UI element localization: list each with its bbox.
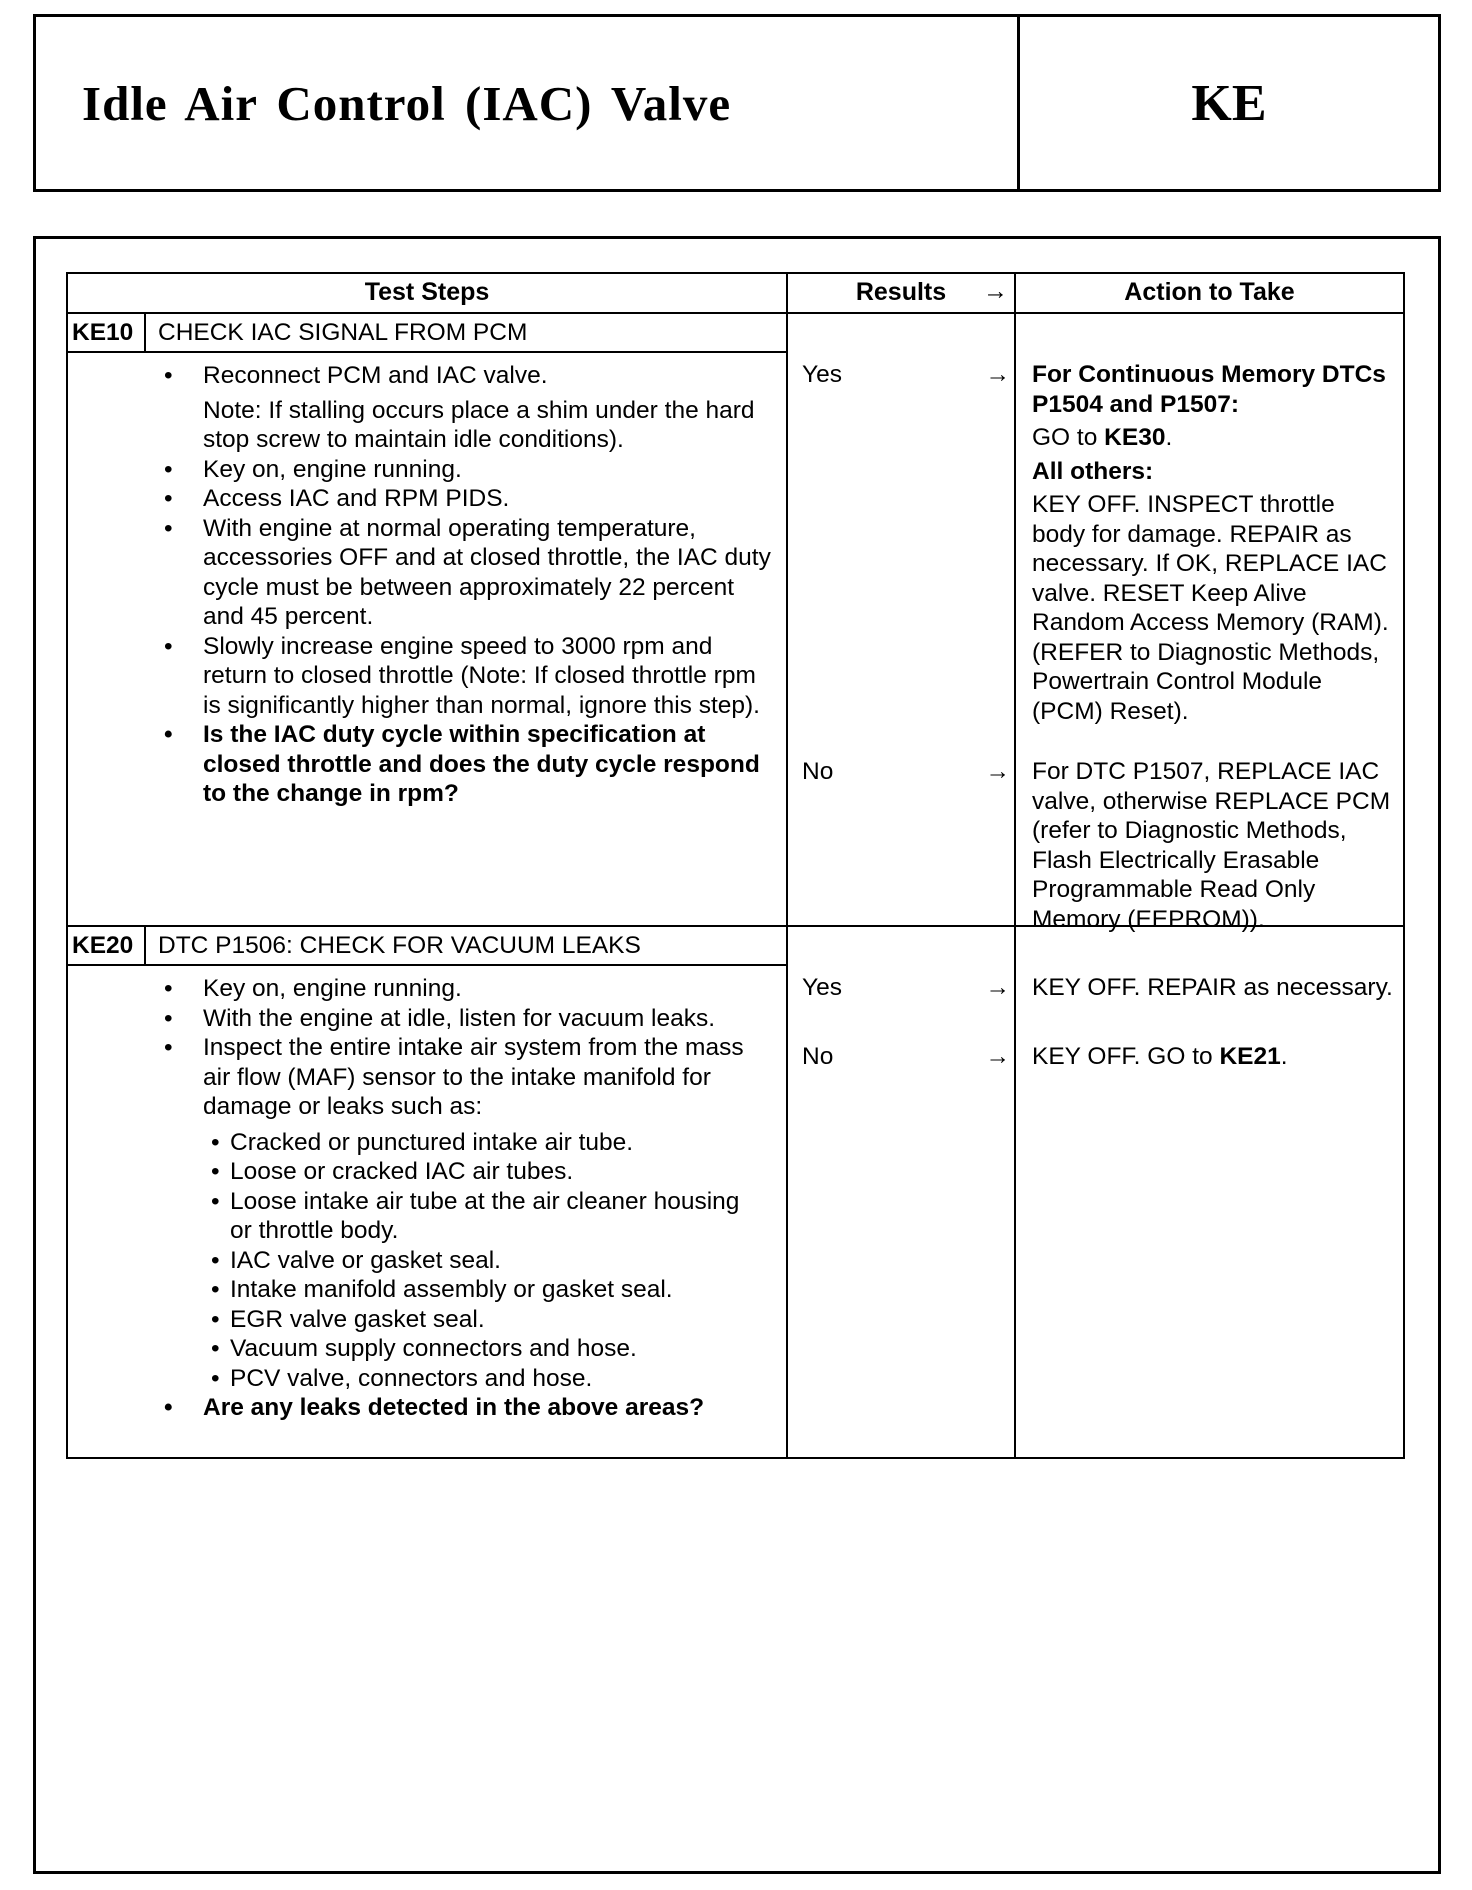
list-item-text: Inspect the entire intake air system from the mass air flow (MAF) sensor to the intake manifold for damage or leaks such as: [203, 1034, 744, 1120]
action-cell [1015, 926, 1404, 1458]
result-yes: Yes [802, 361, 842, 388]
page-title: Idle Air Control (IAC) Valve [82, 75, 732, 131]
sub-list-item: • IAC valve or gasket seal. [68, 1246, 774, 1276]
arrow-icon: → [985, 361, 1010, 388]
goto-step-code: KE21 [1219, 1043, 1281, 1070]
column-header-test-steps: Test Steps [67, 273, 787, 313]
result-yes: Yes [802, 974, 842, 1001]
sub-list-item: • EGR valve gasket seal. [68, 1305, 774, 1335]
step-note: Note: If stalling occurs place a shim under the hard stop screw to maintain idle conditions). [203, 396, 755, 453]
column-header-results [787, 273, 1015, 313]
sub-list-item: • Intake manifold assembly or gasket seal. [68, 1275, 774, 1305]
section-code: KE [1017, 17, 1438, 189]
list-item: • Access IAC and RPM PIDS. [68, 484, 786, 514]
step-code: KE10 [68, 314, 146, 351]
arrow-icon: → [983, 277, 1008, 305]
action-heading: For Continuous Memory DTCs P1504 and P1507: [1032, 361, 1386, 418]
test-step-cell [67, 313, 787, 926]
arrow-icon: → [985, 974, 1010, 1001]
action-text: For DTC P1507, REPLACE IAC valve, otherwise REPLACE PCM (refer to Diagnostic Methods, Flash Electrically Erasable Programmable Read Only Memory (EEPROM)). [1032, 758, 1391, 933]
page-header [33, 14, 1441, 192]
results-cell [787, 313, 1015, 926]
column-header-action: Action to Take [1015, 273, 1404, 313]
results-cell [787, 926, 1015, 1458]
table-header-row [67, 273, 1404, 313]
step-question: • Are any leaks detected in the above areas? [68, 1393, 786, 1423]
action-goto [1032, 423, 1393, 453]
list-item [68, 1033, 786, 1393]
test-steps-table [66, 272, 1405, 1459]
arrow-icon: → [985, 758, 1010, 785]
list-item: • Slowly increase engine speed to 3000 rpm and return to closed throttle (Note: If closed throttle rpm is significantly higher than normal, ignore this step). [68, 632, 786, 721]
step-question: • Is the IAC duty cycle within specification at closed throttle and does the duty cycle respond to the change in rpm? [68, 720, 786, 809]
action-text: KEY OFF. INSPECT throttle body for damage. REPAIR as necessary. If OK, REPLACE IAC valve. RESET Keep Alive Random Access Memory (RAM). (REFER to Diagnostic Methods, Powertrain Control Module (PCM) Reset). [1032, 491, 1389, 725]
step-title: DTC P1506: CHECK FOR VACUUM LEAKS [158, 931, 641, 959]
list-item: • Key on, engine running. [68, 974, 786, 1004]
result-no: No [802, 758, 834, 785]
leak-check-list [68, 1128, 774, 1394]
column-header-results-label: Results [855, 278, 947, 307]
table-row-ke10 [67, 313, 1404, 926]
list-item: • Key on, engine running. [68, 455, 786, 485]
action-cell [1015, 313, 1404, 933]
action-no [1032, 757, 1393, 938]
sub-list-item: • PCV valve, connectors and hose. [68, 1364, 774, 1394]
step-title: CHECK IAC SIGNAL FROM PCM [158, 318, 528, 346]
sub-list-item: • Loose or cracked IAC air tubes. [68, 1157, 774, 1187]
step-heading [68, 314, 786, 353]
action-goto-suffix: . [1280, 1043, 1288, 1070]
action-goto-text: GO to [1032, 424, 1105, 451]
action-yes [1032, 360, 1393, 730]
step-instructions [68, 974, 786, 1423]
content-panel [33, 236, 1441, 1874]
sub-list-item: • Cracked or punctured intake air tube. [68, 1128, 774, 1158]
step-heading [68, 927, 786, 966]
action-goto-text: KEY OFF. GO to [1032, 1043, 1220, 1070]
action-no [1032, 1042, 1393, 1076]
sub-list-item: • Vacuum supply connectors and hose. [68, 1334, 774, 1364]
action-goto [1032, 1042, 1393, 1072]
action-heading-others: All others: [1032, 457, 1154, 485]
arrow-icon: → [985, 1043, 1010, 1070]
step-instructions [68, 361, 786, 809]
action-text: KEY OFF. REPAIR as necessary. [1032, 974, 1393, 1001]
test-step-cell [67, 926, 787, 1458]
table-row-ke20 [67, 926, 1404, 1458]
sub-list-item: • Loose intake air tube at the air cleaner housing or throttle body. [68, 1187, 774, 1246]
list-item: • With the engine at idle, listen for vacuum leaks. [68, 1004, 786, 1034]
action-goto-suffix: . [1165, 424, 1173, 451]
step-code: KE20 [68, 927, 146, 964]
result-no: No [802, 1043, 834, 1070]
list-item: • Reconnect PCM and IAC valve. [68, 361, 786, 391]
action-yes [1032, 973, 1393, 1007]
goto-step-code: KE30 [1104, 424, 1166, 451]
list-item: • With engine at normal operating temperature, accessories OFF and at closed throttle, the IAC duty cycle must be between approximately 22 percent and 45 percent. [68, 514, 786, 632]
